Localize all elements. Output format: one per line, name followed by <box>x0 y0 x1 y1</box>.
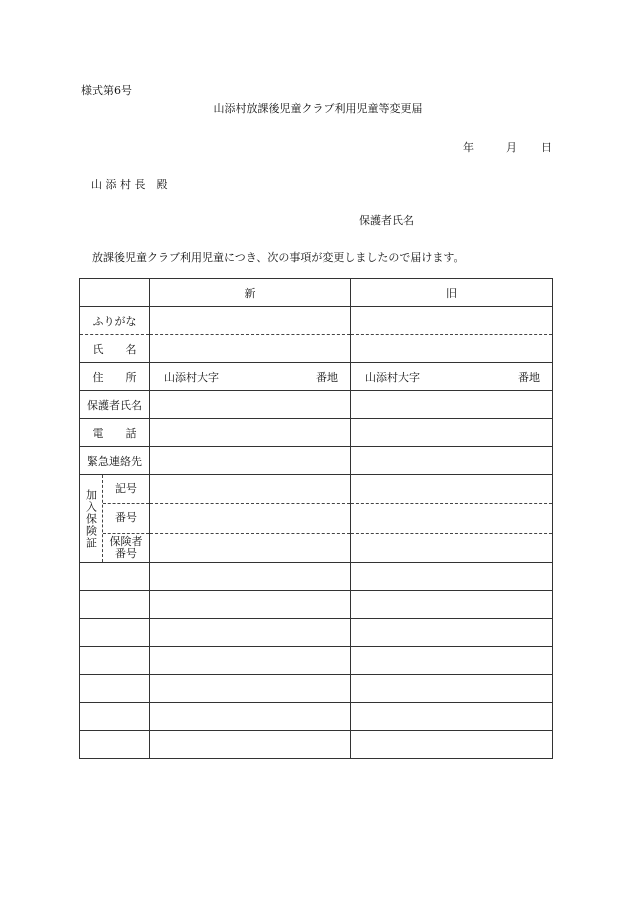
insurance-number-old-field[interactable] <box>351 504 553 533</box>
guardian-name-old-field[interactable] <box>351 391 553 419</box>
furigana-new-field[interactable] <box>150 307 351 335</box>
insurance-vertical-label-box <box>80 475 103 562</box>
blank-label-cell[interactable] <box>80 563 150 591</box>
blank-new-field[interactable] <box>150 731 351 759</box>
date-year-label: 年 <box>463 141 474 154</box>
blank-old-field[interactable] <box>351 563 553 591</box>
name-label: 氏 名 <box>80 335 150 363</box>
document-title: 山添村放課後児童クラブ利用児童等変更届 <box>213 102 423 115</box>
blank-old-field[interactable] <box>351 647 553 675</box>
blank-label-cell[interactable] <box>80 731 150 759</box>
guardian-signature-label: 保護者氏名 <box>359 214 414 227</box>
address-old-prefix: 山添村大字 <box>365 370 420 384</box>
insurer-number-new-field[interactable] <box>150 533 351 562</box>
header-new: 新 <box>150 279 351 307</box>
guardian-name-row <box>80 391 553 419</box>
phone-label: 電 話 <box>80 419 150 447</box>
blank-row <box>80 731 553 759</box>
insurance-number-new-field[interactable] <box>150 504 351 533</box>
emergency-old-field[interactable] <box>351 447 553 475</box>
statement-text: 放課後児童クラブ利用児童につき、次の事項が変更しましたので届けます。 <box>92 251 465 264</box>
blank-row <box>80 591 553 619</box>
blank-new-field[interactable] <box>150 619 351 647</box>
blank-row <box>80 675 553 703</box>
furigana-row <box>80 307 553 335</box>
form-number: 様式第6号 <box>81 84 132 97</box>
name-old-field[interactable] <box>351 335 553 363</box>
blank-row <box>80 703 553 731</box>
address-label: 住 所 <box>80 363 150 391</box>
blank-new-field[interactable] <box>150 647 351 675</box>
insurance-symbol-label: 記号 <box>115 482 137 496</box>
emergency-row <box>80 447 553 475</box>
phone-row <box>80 419 553 447</box>
change-table <box>79 278 553 759</box>
blank-old-field[interactable] <box>351 619 553 647</box>
emergency-new-field[interactable] <box>150 447 351 475</box>
blank-old-field[interactable] <box>351 591 553 619</box>
insurance-symbol-new-field[interactable] <box>150 475 351 504</box>
addressee: 山 添 村 長 殿 <box>91 178 168 191</box>
blank-new-field[interactable] <box>150 703 351 731</box>
blank-row <box>80 563 553 591</box>
header-blank-cell <box>80 279 150 307</box>
insurer-number-label: 保険者 番号 <box>103 533 149 562</box>
blank-label-cell[interactable] <box>80 703 150 731</box>
date-month-label: 月 <box>506 141 517 154</box>
guardian-name-new-field[interactable] <box>150 391 351 419</box>
insurance-number-row <box>80 504 553 533</box>
blank-old-field[interactable] <box>351 675 553 703</box>
phone-old-field[interactable] <box>351 419 553 447</box>
date-day-label: 日 <box>541 141 552 154</box>
address-row <box>80 363 553 391</box>
table-header-row <box>80 279 553 307</box>
phone-new-field[interactable] <box>150 419 351 447</box>
blank-label-cell[interactable] <box>80 619 150 647</box>
guardian-name-label: 保護者氏名 <box>80 391 150 419</box>
insurer-number-old-field[interactable] <box>351 533 553 562</box>
header-old: 旧 <box>351 279 553 307</box>
furigana-old-field[interactable] <box>351 307 553 335</box>
blank-new-field[interactable] <box>150 563 351 591</box>
blank-label-cell[interactable] <box>80 675 150 703</box>
address-new-suffix: 番地 <box>316 370 338 384</box>
insurance-label: 加入保険証 <box>84 488 98 549</box>
blank-label-cell[interactable] <box>80 647 150 675</box>
date-line <box>463 139 552 155</box>
address-new-field[interactable] <box>150 363 351 391</box>
furigana-label: ふりがな <box>80 307 150 335</box>
name-row <box>80 335 553 363</box>
address-new-prefix: 山添村大字 <box>164 370 219 384</box>
address-old-suffix: 番地 <box>518 370 540 384</box>
blank-new-field[interactable] <box>150 591 351 619</box>
insurance-symbol-row <box>80 475 553 504</box>
name-new-field[interactable] <box>150 335 351 363</box>
blank-row <box>80 619 553 647</box>
blank-row <box>80 647 553 675</box>
emergency-label: 緊急連絡先 <box>80 447 150 475</box>
insurance-number-label: 番号 <box>103 503 149 532</box>
blank-old-field[interactable] <box>351 731 553 759</box>
insurance-symbol-old-field[interactable] <box>351 475 553 504</box>
insurance-label-cell <box>80 475 150 563</box>
insurer-number-row <box>80 533 553 562</box>
blank-label-cell[interactable] <box>80 591 150 619</box>
blank-new-field[interactable] <box>150 675 351 703</box>
address-old-field[interactable] <box>351 363 553 391</box>
blank-old-field[interactable] <box>351 703 553 731</box>
